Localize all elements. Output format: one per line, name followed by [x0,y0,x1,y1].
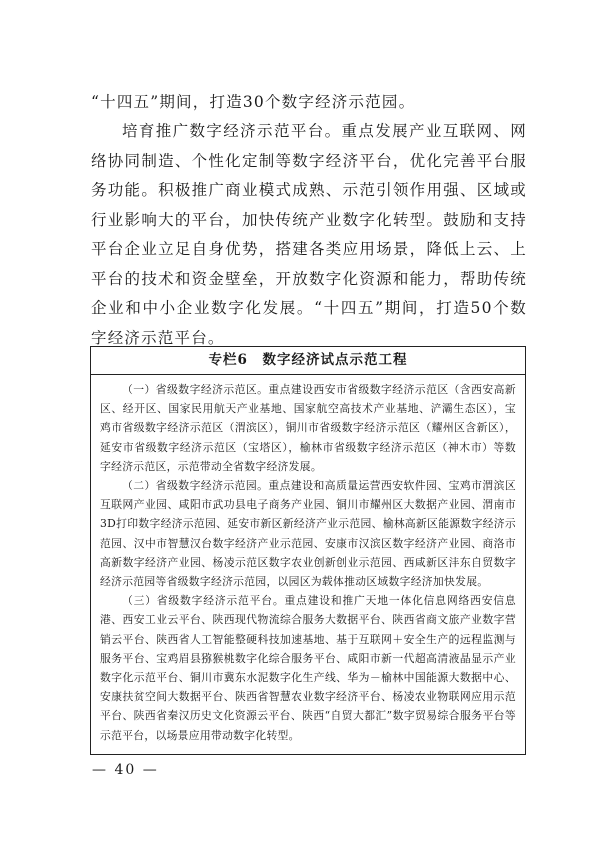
paragraph-park-target: “十四五”期间，打造30个数字经济示范园。 [91,93,416,111]
item-demonstration-parks: （二）省级数字经济示范园。重点建设和高质量运营西安软件园、宝鸡市渭滨区互联网产业园、咸阳市武功县电子商务产业园、铜川市耀州区大数据产业园、渭南市3D打印数字经济示范园、延安市新区新经济产业示范园、榆林高新区能源数字经济示范园、汉中市智慧汉台数字经济产业示范园、安康市汉滨区数字经济产业园、商洛市高新数字经济产业园、杨凌示范区数字农业创新创业示范园、西咸新区沣东自贸数字经济示范园等省级数字经济示范园，以园区为载体推动区域数字经济加快发展。 [100,479,516,589]
special-column-box [90,346,526,755]
item-demonstration-platforms: （三）省级数字经济示范平台。重点建设和推广天地一体化信息网络西安信息港、西安工业云平台、陕西现代物流综合服务大数据平台、陕西省商文旅产业数字营销云平台、陕西省人工智能整硬科技加速基地、基于互联网＋安全生产的远程监测与服务平台、宝鸡眉县猕猴桃数字化综合服务平台、咸阳市新一代超高清液晶显示产业数字化示范平台、铜川市冀东水泥数字化生产线、华为－榆林中国能源大数据中心、安康扶贫空间大数据平台、陕西省智慧农业数字经济平台、杨凌农业物联网应用示范平台、陕西省秦汉历史文化资源云平台、陕西“自贸大都汇”数字贸易综合服务平台等示范平台，以场景应用带动数字化转型。 [100,594,516,742]
special-column-title: 专栏6 数字经济试点示范工程 [91,347,525,375]
paragraph-platform-promotion: 培育推广数字经济示范平台。重点发展产业互联网、网络协同制造、个性化定制等数字经济平台，优化完善平台服务功能。积极推广商业模式成熟、示范引领作用强、区域或行业影响大的平台，加快传统产业数字化转型。鼓励和支持平台企业立足自身优势，搭建各类应用场景，降低上云、上平台的技术和资金壁垒，开放数字化资源和能力，帮助传统企业和中小企业数字化发展。“十四五”期间，打造50个数字经济示范平台。 [91,122,527,347]
special-column-body [91,375,525,749]
page-number: — 40 — [92,762,159,778]
item-demonstration-zones: （一）省级数字经济示范区。重点建设西安市省级数字经济示范区（含西安高新区、经开区、国家民用航天产业基地、国家航空高技术产业基地、浐灞生态区），宝鸡市省级数字经济示范区（渭滨区），铜川市省级数字经济示范区（耀州区含新区），延安市省级数字经济示范区（宝塔区），榆林市省级数字经济示范区（神木市）等数字经济示范区，示范带动全省数字经济发展。 [100,383,516,473]
